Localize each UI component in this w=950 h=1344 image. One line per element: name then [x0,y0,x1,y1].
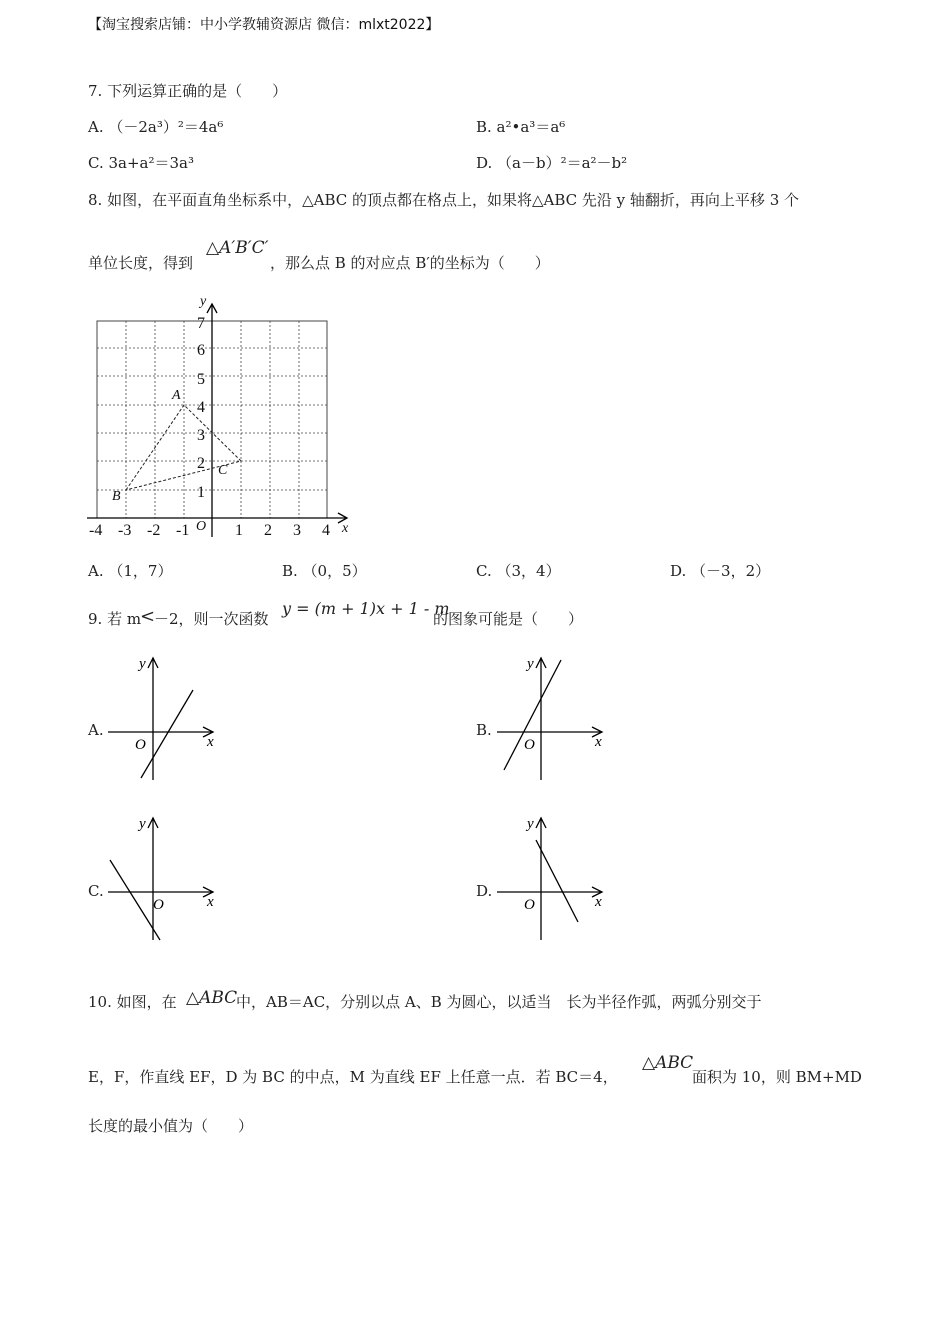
graph-line [141,690,193,778]
x-tick: 2 [264,522,272,539]
graph-line [536,840,578,922]
q9-stem-c: 的图象可能是（ ） [433,610,584,628]
header-banner: 【淘宝搜索店铺：中小学教辅资源店 微信：mlxt2022】 [88,17,440,33]
q7-stem: 7. 下列运算正确的是（ ） [88,82,288,100]
q7-option-d: D. （a－b）²＝a²－b² [476,154,628,172]
y-tick: 1 [197,484,205,501]
q8-option-c: C. （3，4） [476,562,561,580]
y-tick: 7 [197,315,205,332]
q10-triangle-symbol-2: △ABC [642,1053,694,1073]
q10-line2-a: E，F，作直线 EF，D 为 BC 的中点，M 为直线 EF 上任意一点．若 BC＝4， [88,1068,618,1086]
origin-label: O [524,897,535,913]
q7-option-c: C. 3a+a²＝3a³ [88,154,194,172]
q8-option-b: B. （0，5） [282,562,367,580]
q10-line3: 长度的最小值为（ ） [88,1117,254,1135]
y-axis-label: y [527,816,534,832]
q9-option-c-label: C. [88,882,104,900]
y-tick: 2 [197,455,205,472]
q9-option-b-label: B. [476,721,492,739]
x-tick: 1 [235,522,243,539]
q8-option-d: D. （－3，2） [670,562,771,580]
origin-label: O [153,897,164,913]
q9-graph-b [494,650,619,785]
q10-triangle-symbol: △ABC [186,988,238,1008]
x-axis-label: x [595,894,602,910]
y-tick: 4 [197,399,205,416]
y-axis-label: y [200,294,207,309]
point-c-label: C [218,463,228,478]
point-b-label: B [112,489,121,504]
q10-line1-b: 中，AB＝AC，分别以点 A、B 为圆心，以适当 长为半径作弧，两弧分别交于 [236,993,762,1011]
q10-line2-b: 面积为 10，则 BM+MD [692,1068,862,1086]
x-tick: 3 [293,522,301,539]
q8-coordinate-figure [82,292,362,544]
q9-graph-c [105,810,230,945]
y-tick: 5 [197,371,205,388]
y-axis-label: y [139,656,146,672]
x-tick: -1 [176,522,190,539]
graph-line [504,660,561,770]
x-tick: 4 [322,522,330,539]
q8-stem-line1: 8. 如图，在平面直角坐标系中，△ABC 的顶点都在格点上，如果将△ABC 先沿 y 轴翻折，再向上平移 3 个 [88,191,800,209]
q9-formula: y = (m + 1)x + 1 - m [282,599,450,618]
x-axis-label: x [595,734,602,750]
x-axis-label: x [342,521,349,536]
y-tick: 3 [197,427,205,444]
x-tick: -2 [147,522,161,539]
x-tick: -4 [89,522,103,539]
q9-graph-a [105,650,230,785]
y-axis-label: y [139,816,146,832]
q10-line1-a: 10. 如图，在 [88,993,177,1011]
origin-label: O [524,737,535,753]
origin-label: O [135,737,146,753]
y-tick: 6 [197,342,205,359]
q8-option-a: A. （1，7） [88,562,173,580]
q8-formula: △A′B′C′ [206,238,269,258]
x-axis-label: x [207,894,214,910]
origin-label: O [196,519,207,534]
q7-option-b: B. a²•a³＝a⁶ [476,118,566,136]
q8-stem-line2-b: ，那么点 B 的对应点 B′的坐标为（ ） [270,254,550,272]
y-axis-label: y [527,656,534,672]
x-tick: -3 [118,522,132,539]
q9-option-d-label: D. [476,882,493,900]
x-axis-label: x [207,734,214,750]
q9-less-than: < [140,606,156,627]
q9-stem-a: 9. 若 m [88,610,142,628]
q7-option-a: A. （－2a³）²＝4a⁶ [88,118,224,136]
q8-stem-line2-a: 单位长度，得到 [88,254,194,272]
q9-graph-d [494,810,619,945]
q9-stem-b: －2，则一次函数 [154,610,269,628]
point-a-label: A [172,388,181,403]
q9-option-a-label: A. [88,721,104,739]
